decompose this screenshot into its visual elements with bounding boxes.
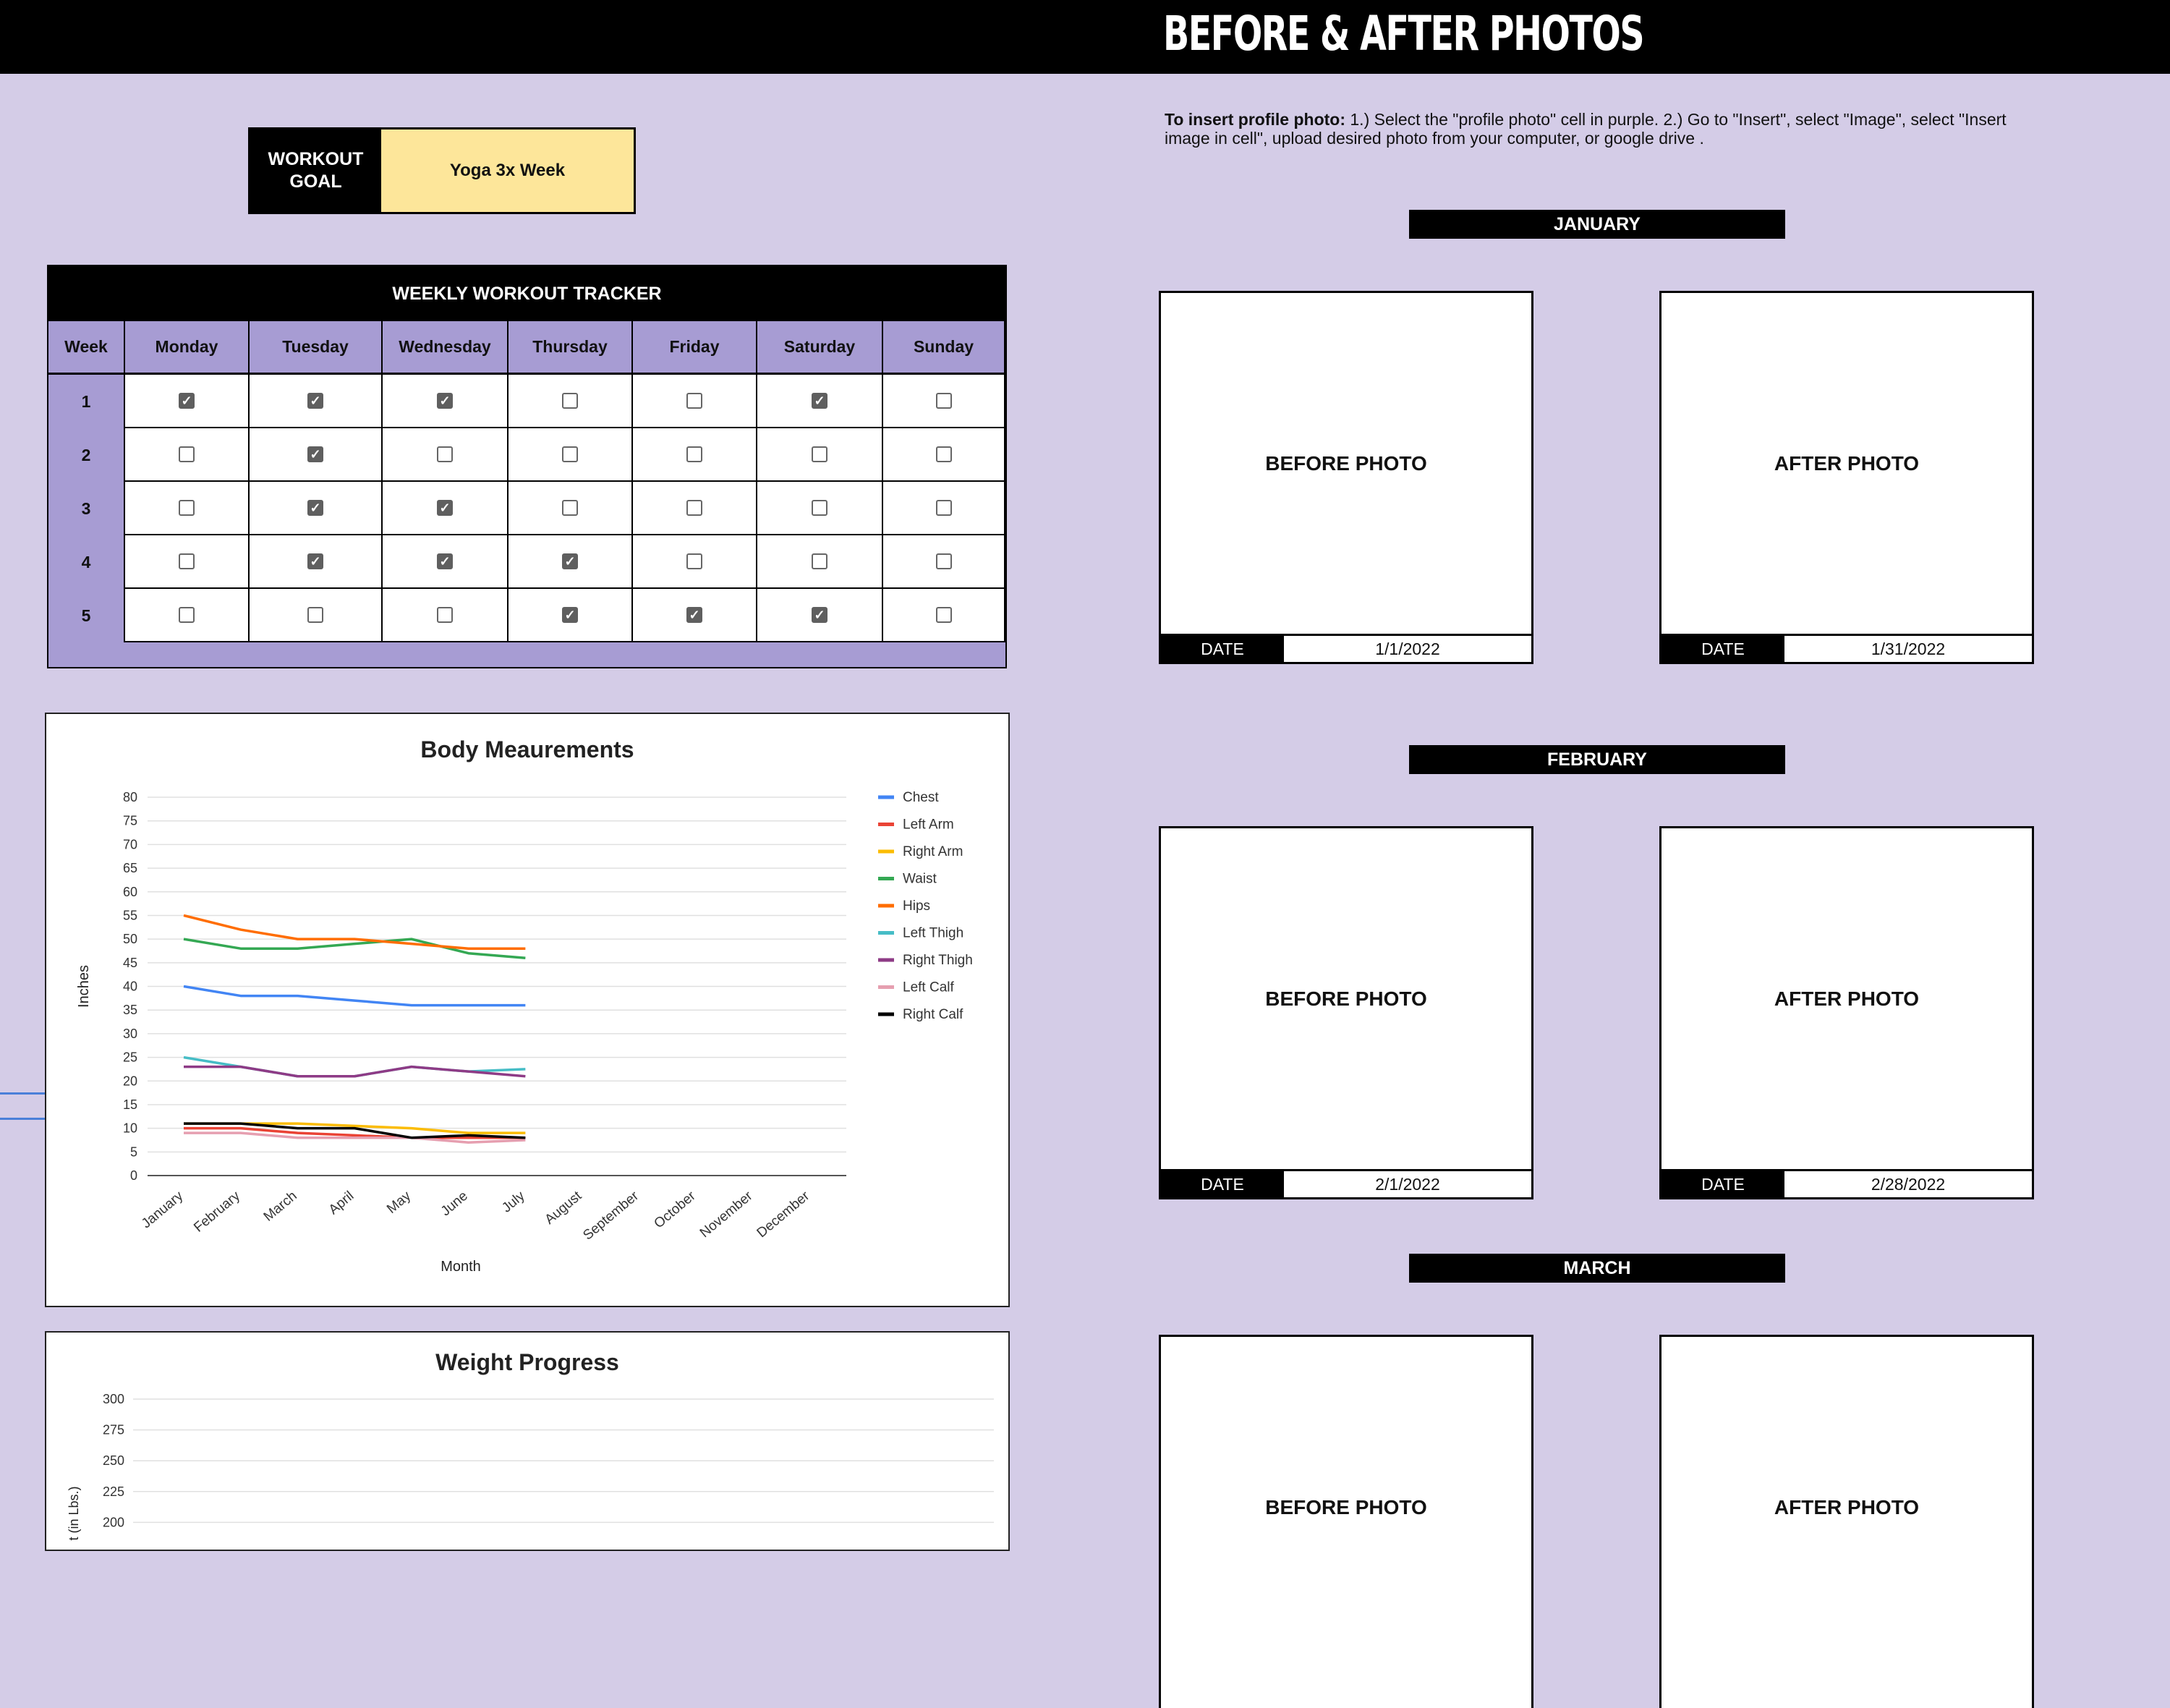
y-tick-label: 30	[122, 1026, 137, 1041]
y-tick-label: 25	[122, 1050, 137, 1065]
y-tick-label: 50	[122, 932, 137, 947]
checkbox-checked-icon[interactable]: ✓	[307, 393, 323, 409]
tracker-cell-monday	[125, 375, 250, 428]
tracker-cell-friday	[633, 428, 757, 482]
tracker-cell-friday	[633, 375, 757, 428]
y-tick-label: 55	[122, 908, 137, 923]
tracker-cell-monday	[125, 428, 250, 482]
after-photo-label: AFTER PHOTO	[1774, 987, 1920, 1010]
y-tick-label: 20	[122, 1074, 137, 1089]
before-date-value[interactable]: 1/1/2022	[1284, 636, 1531, 662]
y-tick-label: 45	[122, 955, 137, 970]
tracker-cell-wednesday	[383, 428, 509, 482]
x-tick-label: June	[438, 1188, 471, 1220]
checkbox-unchecked-icon[interactable]	[562, 393, 578, 409]
instructions-lead: To insert profile photo:	[1165, 110, 1345, 129]
after-date-row	[1661, 634, 2032, 662]
tracker-cell-monday	[125, 589, 250, 642]
tracker-title: WEEKLY WORKOUT TRACKER	[48, 266, 1005, 321]
checkbox-unchecked-icon[interactable]	[936, 500, 952, 516]
x-tick-label: February	[191, 1188, 243, 1236]
checkbox-unchecked-icon[interactable]	[179, 446, 195, 462]
tracker-cell-tuesday	[250, 482, 383, 535]
y-tick-label: 5	[129, 1144, 137, 1160]
side-selection-line	[0, 1092, 45, 1120]
y-axis-label: t (in Lbs.)	[67, 1486, 81, 1541]
checkbox-unchecked-icon[interactable]	[686, 500, 702, 516]
y-tick-label: 275	[102, 1422, 124, 1437]
y-tick-label: 60	[122, 884, 137, 899]
x-tick-label: October	[651, 1188, 699, 1232]
weekly-workout-tracker	[47, 265, 1007, 668]
y-tick-label: 15	[122, 1097, 137, 1112]
tracker-cell-thursday	[509, 535, 633, 589]
y-tick-label: 0	[129, 1168, 137, 1183]
legend-item: Chest	[903, 790, 939, 805]
legend-item: Right Calf	[903, 1007, 963, 1022]
tracker-cell-tuesday	[250, 375, 383, 428]
y-tick-label: 200	[102, 1515, 124, 1530]
x-tick-label: May	[384, 1188, 414, 1217]
y-tick-label: 80	[122, 790, 137, 804]
y-tick-label: 75	[122, 813, 137, 828]
x-tick-label: July	[499, 1188, 528, 1216]
y-tick-label: 10	[122, 1121, 137, 1136]
checkbox-unchecked-icon[interactable]	[936, 607, 952, 623]
before-photo-march[interactable]	[1159, 1335, 1533, 1708]
tracker-cell-monday	[125, 535, 250, 589]
tracker-cell-tuesday	[250, 589, 383, 642]
chart-title: Body Meaurements	[420, 736, 634, 762]
before-photo-february[interactable]	[1159, 826, 1533, 1199]
tracker-header-wednesday: Wednesday	[383, 321, 509, 375]
legend-item: Left Thigh	[903, 925, 964, 941]
y-tick-label: 40	[122, 979, 137, 994]
checkbox-checked-icon[interactable]: ✓	[437, 393, 453, 409]
legend-item: Hips	[903, 898, 931, 914]
tracker-cell-sunday	[883, 428, 1005, 482]
tracker-cell-sunday	[883, 375, 1005, 428]
month-header-march: MARCH	[1409, 1254, 1785, 1283]
checkbox-checked-icon[interactable]: ✓	[179, 393, 195, 409]
tracker-cell-saturday	[757, 589, 883, 642]
checkbox-unchecked-icon[interactable]	[812, 500, 827, 516]
checkbox-checked-icon[interactable]: ✓	[562, 607, 578, 623]
tracker-header-tuesday: Tuesday	[250, 321, 383, 375]
checkbox-checked-icon[interactable]: ✓	[686, 607, 702, 623]
after-photo-february[interactable]	[1659, 826, 2034, 1199]
month-header-january: JANUARY	[1409, 210, 1785, 239]
instructions-body: 1.) Select the "profile photo" cell in purple. 2.) Go to "Insert", select "Image", select "Insert image in cell", upload desired photo from your computer, or google drive .	[1165, 110, 2007, 148]
checkbox-unchecked-icon[interactable]	[936, 446, 952, 462]
checkbox-unchecked-icon[interactable]	[179, 553, 195, 569]
date-label: DATE	[1661, 636, 1784, 662]
date-label: DATE	[1161, 1171, 1284, 1197]
checkbox-unchecked-icon[interactable]	[812, 446, 827, 462]
tracker-cell-thursday	[509, 375, 633, 428]
tracker-header-row	[48, 321, 1005, 375]
tracker-cell-tuesday	[250, 428, 383, 482]
x-tick-label: April	[326, 1188, 357, 1218]
after-date-row	[1661, 1169, 2032, 1197]
after-photo-label: AFTER PHOTO	[1774, 1496, 1920, 1518]
tracker-cell-thursday	[509, 589, 633, 642]
workout-goal-value[interactable]: Yoga 3x Week	[449, 161, 566, 180]
tracker-cell-sunday	[883, 589, 1005, 642]
x-tick-label: December	[754, 1188, 813, 1241]
week-number: 3	[48, 482, 125, 535]
checkbox-checked-icon[interactable]: ✓	[307, 446, 323, 462]
tracker-cell-sunday	[883, 535, 1005, 589]
tracker-cell-friday	[633, 589, 757, 642]
checkbox-checked-icon[interactable]: ✓	[307, 500, 323, 516]
weight-progress-chart[interactable]	[45, 1331, 1010, 1551]
month-header-february: FEBRUARY	[1409, 745, 1785, 774]
tracker-row	[48, 428, 1005, 482]
checkbox-unchecked-icon[interactable]	[437, 607, 453, 623]
checkbox-unchecked-icon[interactable]	[812, 553, 827, 569]
tracker-cell-friday	[633, 535, 757, 589]
legend-item: Right Arm	[903, 844, 963, 859]
checkbox-checked-icon[interactable]: ✓	[812, 393, 827, 409]
tracker-cell-tuesday	[250, 535, 383, 589]
checkbox-unchecked-icon[interactable]	[686, 393, 702, 409]
tracker-header-friday: Friday	[633, 321, 757, 375]
before-photo-label: BEFORE PHOTO	[1265, 452, 1427, 475]
after-photo-label: AFTER PHOTO	[1774, 452, 1920, 475]
y-tick-label: 250	[102, 1453, 124, 1469]
tracker-cell-wednesday	[383, 589, 509, 642]
before-photo-label: BEFORE PHOTO	[1265, 987, 1427, 1010]
tracker-header-saturday: Saturday	[757, 321, 883, 375]
checkbox-unchecked-icon[interactable]	[562, 446, 578, 462]
checkbox-unchecked-icon[interactable]	[936, 393, 952, 409]
checkbox-unchecked-icon[interactable]	[307, 607, 323, 623]
x-tick-label: November	[697, 1188, 756, 1241]
after-photo-march[interactable]	[1659, 1335, 2034, 1708]
tracker-cell-saturday	[757, 375, 883, 428]
tracker-cell-friday	[633, 482, 757, 535]
checkbox-checked-icon[interactable]: ✓	[437, 553, 453, 569]
page-title: BEFORE & AFTER PHOTOS	[1163, 6, 1644, 61]
tracker-cell-saturday	[757, 428, 883, 482]
y-axis-label: Inches	[76, 965, 92, 1008]
workout-goal-box	[248, 127, 636, 214]
date-label: DATE	[1661, 1171, 1784, 1197]
checkbox-unchecked-icon[interactable]	[936, 553, 952, 569]
checkbox-unchecked-icon[interactable]	[562, 500, 578, 516]
week-number: 2	[48, 428, 125, 482]
checkbox-checked-icon[interactable]: ✓	[562, 553, 578, 569]
checkbox-checked-icon[interactable]: ✓	[437, 500, 453, 516]
tracker-cell-thursday	[509, 482, 633, 535]
after-date-value[interactable]: 2/28/2022	[1784, 1171, 2032, 1197]
checkbox-unchecked-icon[interactable]	[686, 553, 702, 569]
tracker-cell-thursday	[509, 428, 633, 482]
x-axis-label: Month	[441, 1259, 481, 1275]
legend-item: Right Thigh	[903, 953, 973, 968]
week-number: 1	[48, 375, 125, 428]
checkbox-unchecked-icon[interactable]	[437, 446, 453, 462]
tracker-header-sunday: Sunday	[883, 321, 1005, 375]
y-tick-label: 65	[122, 861, 137, 876]
after-date-value[interactable]: 1/31/2022	[1784, 636, 2032, 662]
y-tick-label: 225	[102, 1484, 124, 1499]
checkbox-checked-icon[interactable]: ✓	[307, 553, 323, 569]
x-tick-label: January	[138, 1188, 187, 1232]
x-tick-label: September	[580, 1188, 642, 1244]
checkbox-unchecked-icon[interactable]	[179, 607, 195, 623]
body-measurements-svg	[46, 714, 1008, 1306]
series-line-chest	[184, 987, 525, 1006]
checkbox-unchecked-icon[interactable]	[686, 446, 702, 462]
y-tick-label: 70	[122, 837, 137, 852]
tracker-header-thursday: Thursday	[509, 321, 633, 375]
before-date-value[interactable]: 2/1/2022	[1284, 1171, 1531, 1197]
checkbox-checked-icon[interactable]: ✓	[812, 607, 827, 623]
legend-item: Left Calf	[903, 980, 954, 995]
before-photo-january[interactable]	[1159, 291, 1533, 664]
tracker-cell-wednesday	[383, 375, 509, 428]
before-date-row	[1161, 634, 1531, 662]
top-header-bar	[0, 0, 2170, 74]
tracker-cell-wednesday	[383, 535, 509, 589]
tracker-cell-saturday	[757, 482, 883, 535]
week-number: 5	[48, 589, 125, 642]
tracker-row	[48, 589, 1005, 642]
tracker-header-monday: Monday	[125, 321, 250, 375]
weight-progress-svg	[46, 1333, 1008, 1550]
date-label: DATE	[1161, 636, 1284, 662]
week-number: 4	[48, 535, 125, 589]
y-tick-label: 300	[102, 1392, 124, 1406]
legend-item: Left Arm	[903, 817, 954, 833]
tracker-cell-monday	[125, 482, 250, 535]
chart-title: Weight Progress	[435, 1349, 619, 1375]
tracker-row	[48, 535, 1005, 589]
before-photo-label: BEFORE PHOTO	[1265, 1496, 1427, 1518]
after-photo-january[interactable]	[1659, 291, 2034, 664]
y-tick-label: 35	[122, 1003, 137, 1018]
x-tick-label: August	[542, 1188, 585, 1228]
body-measurements-chart[interactable]	[45, 713, 1010, 1307]
tracker-cell-sunday	[883, 482, 1005, 535]
legend-item: Waist	[903, 871, 937, 887]
checkbox-unchecked-icon[interactable]	[179, 500, 195, 516]
x-tick-label: March	[260, 1188, 300, 1225]
tracker-cell-wednesday	[383, 482, 509, 535]
workout-goal-label: WORKOUT GOAL	[250, 129, 381, 212]
series-line-right-thigh	[184, 1067, 525, 1076]
before-date-row	[1161, 1169, 1531, 1197]
tracker-cell-saturday	[757, 535, 883, 589]
tracker-header-week: Week	[48, 321, 125, 375]
tracker-row	[48, 482, 1005, 535]
tracker-row	[48, 375, 1005, 428]
instructions-text	[1165, 110, 2018, 148]
